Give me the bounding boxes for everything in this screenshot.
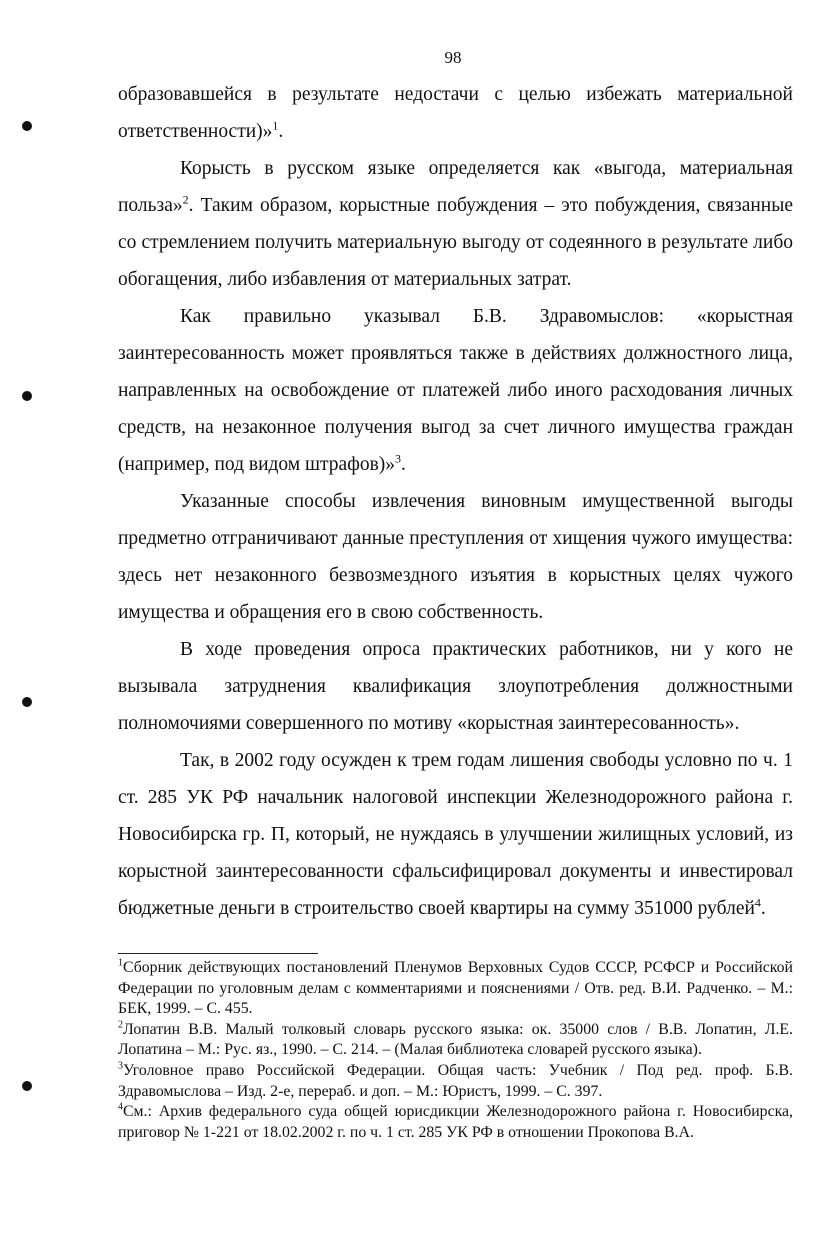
paragraph-6: Так, в 2002 году осужден к трем годам лишения свободы условно по ч. 1 ст. 285 УК РФ начальник налоговой инспекции Железнодорожного района г. Новосибирска гр. П, который, не нуждаясь в улучшении жилищных условий, из корыстной заинтересованности сфальсифицировал документы и инвестировал бюджетные деньги в строительство своей квартиры на сумму 351000 рублей$^4$. [118,750,793,919]
punch-hole-mark [22,1081,32,1091]
footnote-4: $^4$См.: Архив федерального суда общей юрисдикции Железнодорожного района г. Новосибирска, приговор № 1-221 от 18.02.2002 г. по ч. 1 ст. 285 УК РФ в отношении Прокопова В.А. [118,1101,793,1141]
footnotes [118,958,793,1143]
footnote-separator [118,953,318,954]
footnote-3: $^3$Уголовное право Российской Федерации. Общая часть: Учебник / Под ред. проф. Б.В. Здравомыслова – Изд. 2-е, перераб. и доп. – М.: Юристъ, 1999. – С. 397. [118,1060,793,1100]
page-number: 98 [444,48,462,67]
footnote-ref-3: 3 [395,451,402,466]
paragraph-2: Корысть в русском языке определяется как «выгода, материальная польза»$^2$. Таким образом, корыстные побуждения – это побуждения, связанные со стремлением получить материальную выгоду от содеянного в результате либо обогащения, либо избавления от материальных затрат. [118,158,793,290]
paragraph-5: В ходе проведения опроса практических работников, ни у кого не вызывала затруднения квалификация злоупотребления должностными полномочиями совершенного по мотиву «корыстная заинтересованность». [118,639,793,734]
paragraph-4: Указанные способы извлечения виновным имущественной выгоды предметно отграничивают данные преступления от хищения чужого имущества: здесь нет незаконного безвозмездного изъятия в корыстных целях чужого имущества и обращения его в свою собственность. [118,491,793,623]
body-text [118,76,793,927]
punch-hole-mark [22,121,32,131]
punch-hole-mark [22,391,32,401]
punch-hole-mark [22,697,32,707]
paragraph-1: образовавшейся в результате недостачи с целью избежать материальной ответственности)»$^1$. [118,84,793,142]
footnote-ref-4: 4 [754,895,761,910]
paragraph-3: Как правильно указывал Б.В. Здравомыслов: «корыстная заинтересованность может проявляться также в действиях должностного лица, направленных на освобождение от платежей либо иного расходования личных средств, на незаконное получения выгод за счет личного имущества граждан (например, под видом штрафов)»$^3$. [118,306,793,475]
footnote-1: $^1$Сборник действующих постановлений Пленумов Верховных Судов СССР, РСФСР и Российской Федерации по уголовным делам с комментариями и пояснениями / Отв. ред. В.И. Радченко. – М.: БЕК, 1999. – С. 455. [118,957,793,1018]
footnote-ref-2: 2 [182,192,189,207]
footnote-2: $^2$Лопатин В.В. Малый толковый словарь русского языка: ок. 35000 слов / В.В. Лопатин, Л.Е. Лопатина – М.: Рус. яз., 1990. – С. 214. – (Малая библиотека словарей русского языка). [118,1019,793,1059]
footnote-ref-1: 1 [272,118,279,133]
